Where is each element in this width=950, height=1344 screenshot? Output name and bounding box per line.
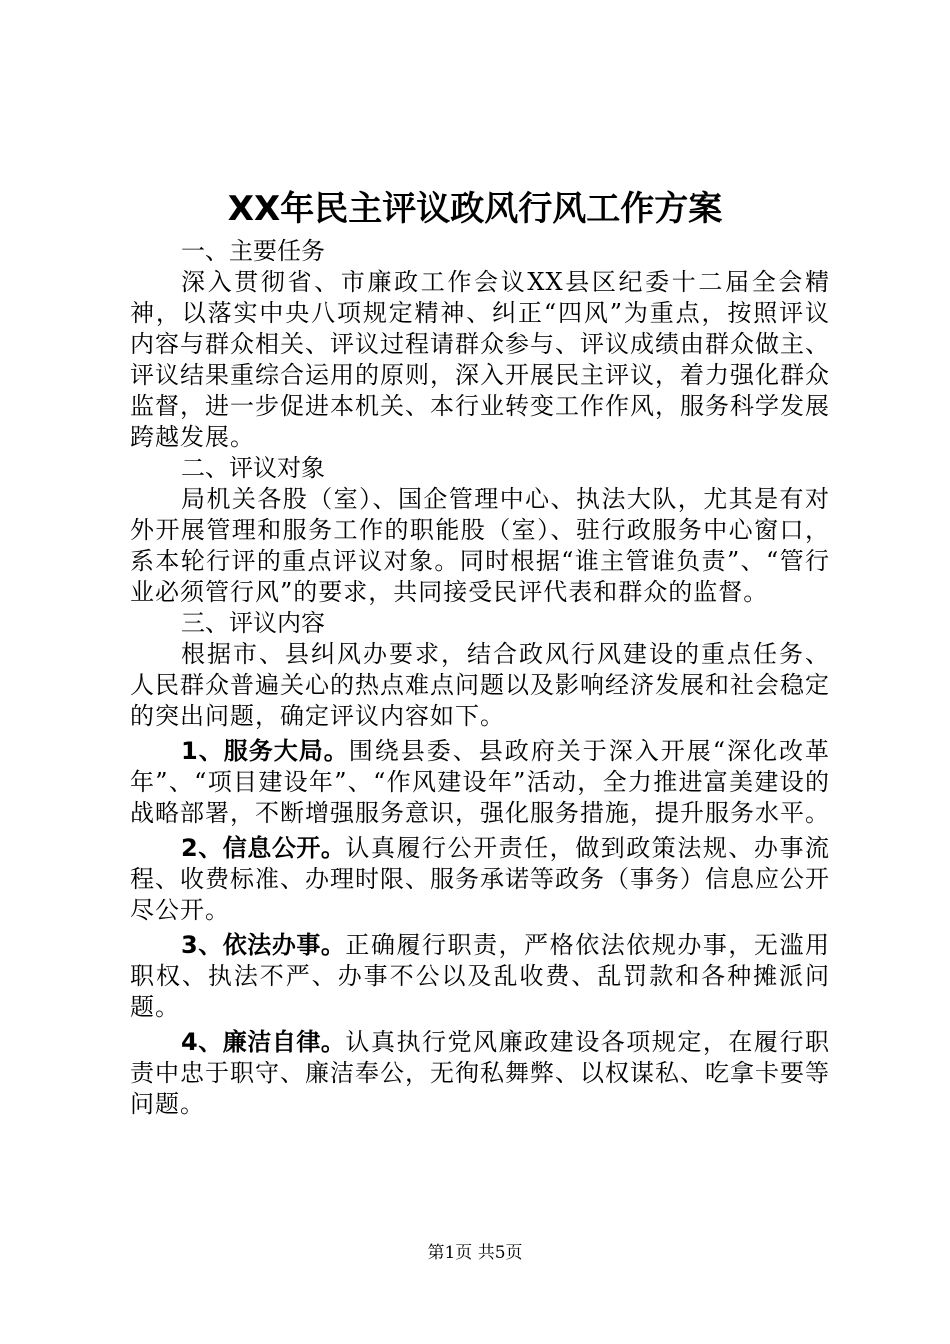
document-title: XX年民主评议政风行风工作方案 (227, 189, 723, 229)
content-item-text: 围绕县委、县政府关于深入开展“深化改革年”、“项目建设年”、“作风建设年”活动，全力推进富美建设的战略部署，不断增强服务意识，强化服务措施，提升服务水平。 (130, 737, 830, 827)
content-item-text: 认真执行党风廉政建设各项规定，在履行职责中忠于职守、廉洁奉公，无徇私舞弊、以权谋私、吃拿卡要等问题。 (130, 1028, 830, 1118)
content-item (130, 736, 830, 829)
content-item-text: 正确履行职责，严格依法依规办事，无滥用职权、执法不严、办事不公以及乱收费、乱罚款和各种摊派问题。 (130, 931, 830, 1021)
section-paragraph: 根据市、县纠风办要求，结合政风行风建设的重点任务、人民群众普遍关心的热点难点问题以及影响经济发展和社会稳定的突出问题，确定评议内容如下。 (130, 640, 830, 730)
content-item-label: 3、依法办事。 (181, 931, 346, 959)
section-heading-targets: 二、评议对象 (181, 454, 325, 482)
section-heading-content: 三、评议内容 (181, 609, 325, 637)
content-item (130, 930, 830, 1023)
content-item-label: 4、廉洁自律。 (181, 1028, 346, 1056)
document-body (130, 236, 830, 1120)
section-heading-tasks: 一、主要任务 (181, 237, 325, 265)
content-item-label: 1、服务大局。 (181, 737, 349, 765)
section-paragraph: 深入贯彻省、市廉政工作会议XX县区纪委十二届全会精神，以落实中央八项规定精神、纠正“四风”为重点，按照评议内容与群众相关、评议过程请群众参与、评议成绩由群众做主、评议结果重综合运用的原则，深入开展民主评议，着力强化群众监督，进一步促进本机关、本行业转变工作作风，服务科学发展跨越发展。 (130, 268, 830, 451)
content-item-text: 认真履行公开责任，做到政策法规、办事流程、收费标准、办理时限、服务承诺等政务（事务）信息应公开尽公开。 (130, 834, 830, 924)
content-item (130, 833, 830, 926)
page-number-footer: 第1页 共5页 (427, 1243, 523, 1263)
content-item-label: 2、信息公开。 (181, 834, 346, 862)
section-paragraph: 局机关各股（室）、国企管理中心、执法大队，尤其是有对外开展管理和服务工作的职能股（室）、驻行政服务中心窗口，系本轮行评的重点评议对象。同时根据“谁主管谁负责”、“管行业必须管行风”的要求，共同接受民评代表和群众的监督。 (130, 485, 830, 606)
content-item (130, 1027, 830, 1120)
